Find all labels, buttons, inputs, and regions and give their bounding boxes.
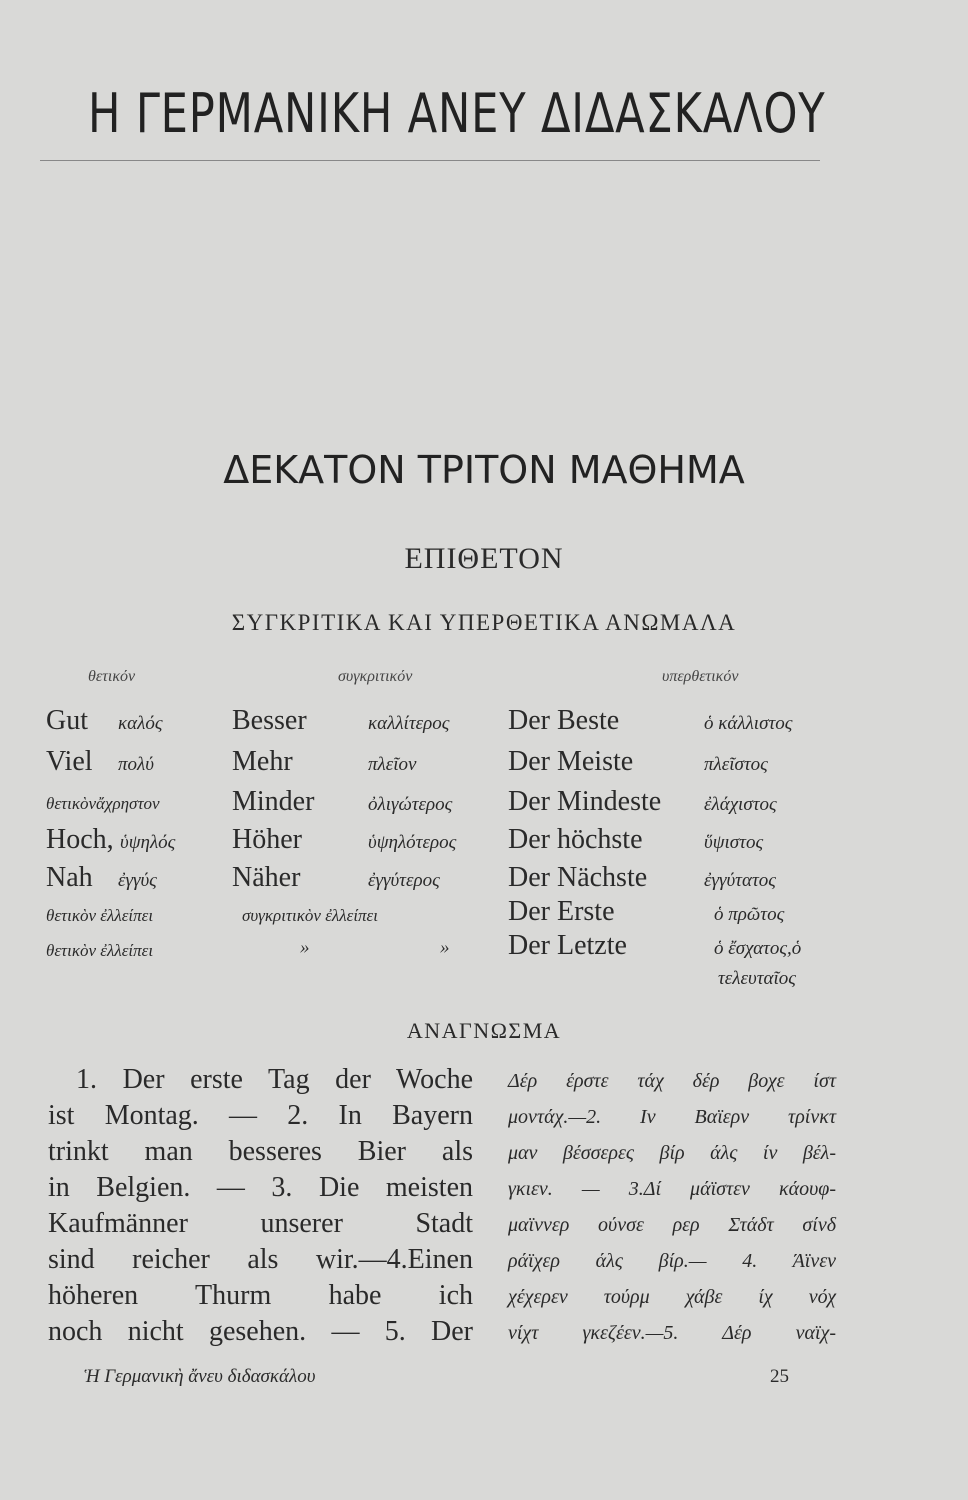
footer-title: Ἡ Γερμανικὴ ἄνευ διδασκάλου (84, 1366, 316, 1387)
table-cell-sup-gr: ὁ πρῶτος (714, 904, 785, 925)
table-cell-sup-de: Der Mindeste (508, 786, 662, 817)
lesson-title: ΔΕΚΑΤΟΝ ΤΡΙΤΟΝ ΜΑΘΗΜΑ (223, 448, 745, 492)
table-cell-comp-gr: συγκριτικὸν ἐλλείπει (242, 906, 378, 925)
table-cell-sup-gr: ὁ ἔσχατος,ὁ (714, 938, 802, 959)
reading-gr-line: νίχτ γκεζέεν.—5. Δέρ ναϊχ- (508, 1322, 836, 1344)
table-cell-pos-gr: ἐγγύς (118, 870, 157, 891)
reading-de-line: sind reicher als wir.—4.Einen (48, 1244, 473, 1275)
table-cell-pos-de: Hoch, (46, 824, 114, 855)
reading-gr-line: μοντάχ.—2. Ιν Βαϊερν τρίνκτ (508, 1106, 836, 1128)
reading-de-line: ist Montag. — 2. In Bayern (48, 1100, 473, 1131)
page-number: 25 (770, 1366, 789, 1387)
reading-de-line: Kaufmänner unserer Stadt (48, 1208, 473, 1239)
table-cell-comp-de: Minder (232, 786, 315, 817)
reading-gr-line: ράϊχερ άλς βίρ.— 4. Άϊνεν (508, 1250, 836, 1272)
table-cell-sup-gr: ὕψιστος (704, 832, 764, 853)
table-cell-pos-de: Gut (46, 705, 88, 736)
column-header-comparative: συγκριτικόν (338, 668, 413, 685)
reading-gr-line: μαϊννερ ούνσε ρερ Στάδτ σίνδ (508, 1214, 836, 1236)
table-cell-sup-gr: ἐγγύτατος (704, 870, 776, 891)
table-cell-sup-de: Der höchste (508, 824, 643, 855)
table-cell-comp-de: Höher (232, 824, 302, 855)
subsection-title: ΣΥΓΚΡΙΤΙΚΑ ΚΑΙ ΥΠΕΡΘΕΤΙΚΑ ΑΝΩΜΑΛΑ (231, 610, 737, 635)
table-cell-sup-gr: ἐλάχιστος (704, 794, 777, 815)
table-cell-comp-gr: » (440, 937, 450, 958)
table-cell-comp-de: Näher (232, 862, 301, 893)
table-cell-pos-gr: ὑψηλός (120, 832, 176, 853)
reading-de-line: 1. Der erste Tag der Woche (76, 1064, 473, 1095)
reading-gr-line: μαν βέσσερες βίρ άλς ίν βέλ- (508, 1142, 836, 1164)
table-cell-comp-de: Besser (232, 705, 307, 736)
reading-de-line: trinkt man besseres Bier als (48, 1136, 473, 1167)
table-cell-sup-de: Der Erste (508, 896, 615, 927)
reading-de-line: in Belgien. — 3. Die meisten (48, 1172, 473, 1203)
table-cell-comp-gr: καλλίτερος (368, 713, 450, 734)
header-rule (40, 160, 820, 161)
table-cell-pos-gr: θετικὸν ἐλλείπει (46, 906, 154, 925)
reading-de-line: noch nicht gesehen. — 5. Der (48, 1316, 473, 1347)
table-cell-sup-de: Der Letzte (508, 930, 627, 961)
table-cell-pos-de: Viel (46, 746, 93, 777)
table-cell-comp-gr: ὀλιγώτερος (368, 794, 453, 815)
table-cell-comp-gr: ὑψηλότερος (368, 832, 457, 853)
reading-title: ΑΝΑΓΝΩΣΜΑ (406, 1018, 562, 1043)
table-cell-sup-gr: πλεῖστος (704, 754, 768, 775)
table-continuation: τελευταῖος (718, 968, 796, 989)
running-head: Η ΓΕΡΜΑΝΙΚΗ ΑΝΕΥ ΔΙΔΑΣΚΑΛΟΥ (88, 82, 826, 145)
table-cell-sup-gr: ὁ κάλλιστος (704, 713, 793, 734)
reading-gr-line: χέχερεν τούρμ χάβε ίχ νόχ (508, 1286, 836, 1308)
reading-gr-line: Δέρ έρστε τάχ δέρ βοχε ίστ (508, 1070, 836, 1092)
column-header-positive: θετικόν (88, 668, 136, 685)
table-cell-pos-de: Nah (46, 862, 93, 893)
reading-gr-line: γκιεν. — 3.Δί μάϊστεν κάουφ- (508, 1178, 836, 1200)
table-cell-sup-de: Der Nächste (508, 862, 648, 893)
reading-de-line: höheren Thurm habe ich (48, 1280, 473, 1311)
table-cell-pos-gr: θετικὸνἄχρηστον (46, 794, 160, 813)
table-cell-comp-gr: πλεῖον (368, 754, 417, 775)
table-cell-pos-gr: πολύ (118, 754, 154, 775)
table-cell-comp-de: » (300, 937, 310, 958)
table-cell-comp-gr: ἐγγύτερος (368, 870, 440, 891)
section-title: ΕΠΙΘΕΤΟΝ (404, 542, 564, 575)
column-header-superlative: υπερθετικόν (662, 668, 739, 685)
table-cell-pos-gr: θετικὸν ἐλλείπει (46, 941, 154, 960)
table-cell-pos-gr: καλός (118, 713, 163, 734)
table-cell-comp-de: Mehr (232, 746, 293, 777)
table-cell-sup-de: Der Meiste (508, 746, 634, 777)
table-cell-sup-de: Der Beste (508, 705, 620, 736)
